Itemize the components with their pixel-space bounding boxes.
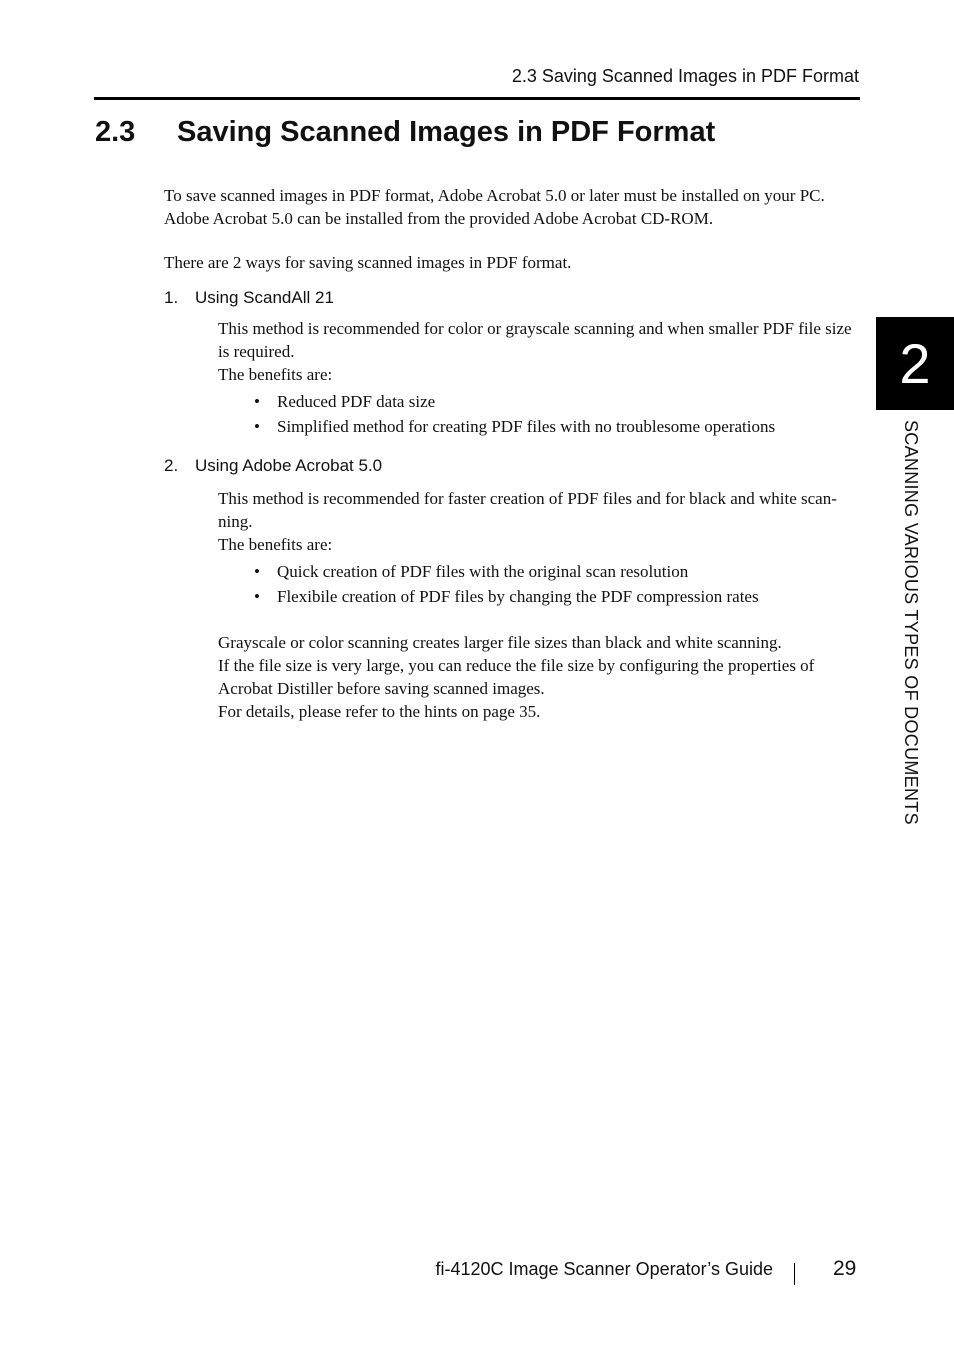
method-1-body [218, 317, 863, 439]
benefit-text: Quick creation of PDF files with the original scan resolution [277, 562, 689, 581]
method-2-number: 2. [164, 456, 179, 475]
note-paragraph [218, 631, 863, 723]
note-line-3: For details, please refer to the hints on page 35. [218, 702, 541, 721]
list-item [218, 584, 863, 609]
method-2-title: Using Adobe Acrobat 5.0 [195, 456, 383, 475]
ways-paragraph: There are 2 ways for saving scanned images in PDF format. [164, 253, 572, 272]
method-2-body [218, 487, 863, 609]
intro-line-1: To save scanned images in PDF format, Adobe Acrobat 5.0 or later must be installed on your PC. [164, 186, 825, 205]
method-2-heading [164, 456, 382, 476]
page-number: 29 [833, 1257, 857, 1280]
note-line-1: Grayscale or color scanning creates larger file sizes than black and white scanning. [218, 633, 782, 652]
method-1-benefits-label: The benefits are: [218, 365, 333, 384]
method-2-benefits-label: The benefits are: [218, 535, 333, 554]
intro-line-2: Adobe Acrobat 5.0 can be installed from the provided Adobe Acrobat CD-ROM. [164, 209, 714, 228]
section-title [95, 116, 715, 149]
list-item [218, 389, 863, 414]
benefit-text: Flexibile creation of PDF files by changing the PDF compression rates [277, 587, 759, 606]
bullet-icon: • [254, 562, 260, 581]
chapter-tab-number: 2 [876, 317, 954, 410]
method-1-title: Using ScandAll 21 [195, 288, 334, 307]
benefit-text: Simplified method for creating PDF files with no troublesome operations [277, 417, 776, 436]
method-2-description: This method is recommended for faster creation of PDF files and for black and white scan-ning. [218, 489, 837, 531]
method-1-heading [164, 288, 334, 308]
chapter-tab-label: SCANNING VARIOUS TYPES OF DOCUMENTS [901, 420, 921, 825]
footer-guide-title: fi-4120C Image Scanner Operator’s Guide [435, 1259, 773, 1279]
method-1-number: 1. [164, 288, 179, 307]
bullet-icon: • [254, 392, 260, 411]
list-item [218, 414, 863, 439]
running-header: 2.3 Saving Scanned Images in PDF Format [511, 66, 859, 86]
bullet-icon: • [254, 587, 260, 606]
section-number: 2.3 [95, 116, 136, 148]
header-rule [94, 97, 860, 100]
footer-divider [794, 1263, 795, 1285]
note-line-2: If the file size is very large, you can reduce the file size by configuring the properties of Acrobat Distiller before saving scanned images. [218, 656, 815, 698]
section-title-text: Saving Scanned Images in PDF Format [177, 116, 716, 148]
method-1-description: This method is recommended for color or grayscale scanning and when smaller PDF file size is required. [218, 319, 852, 361]
bullet-icon: • [254, 417, 260, 436]
benefit-text: Reduced PDF data size [277, 392, 436, 411]
method-2-benefits-list [218, 559, 863, 609]
method-1-benefits-list [218, 389, 863, 439]
list-item [218, 559, 863, 584]
intro-paragraph [164, 184, 864, 230]
